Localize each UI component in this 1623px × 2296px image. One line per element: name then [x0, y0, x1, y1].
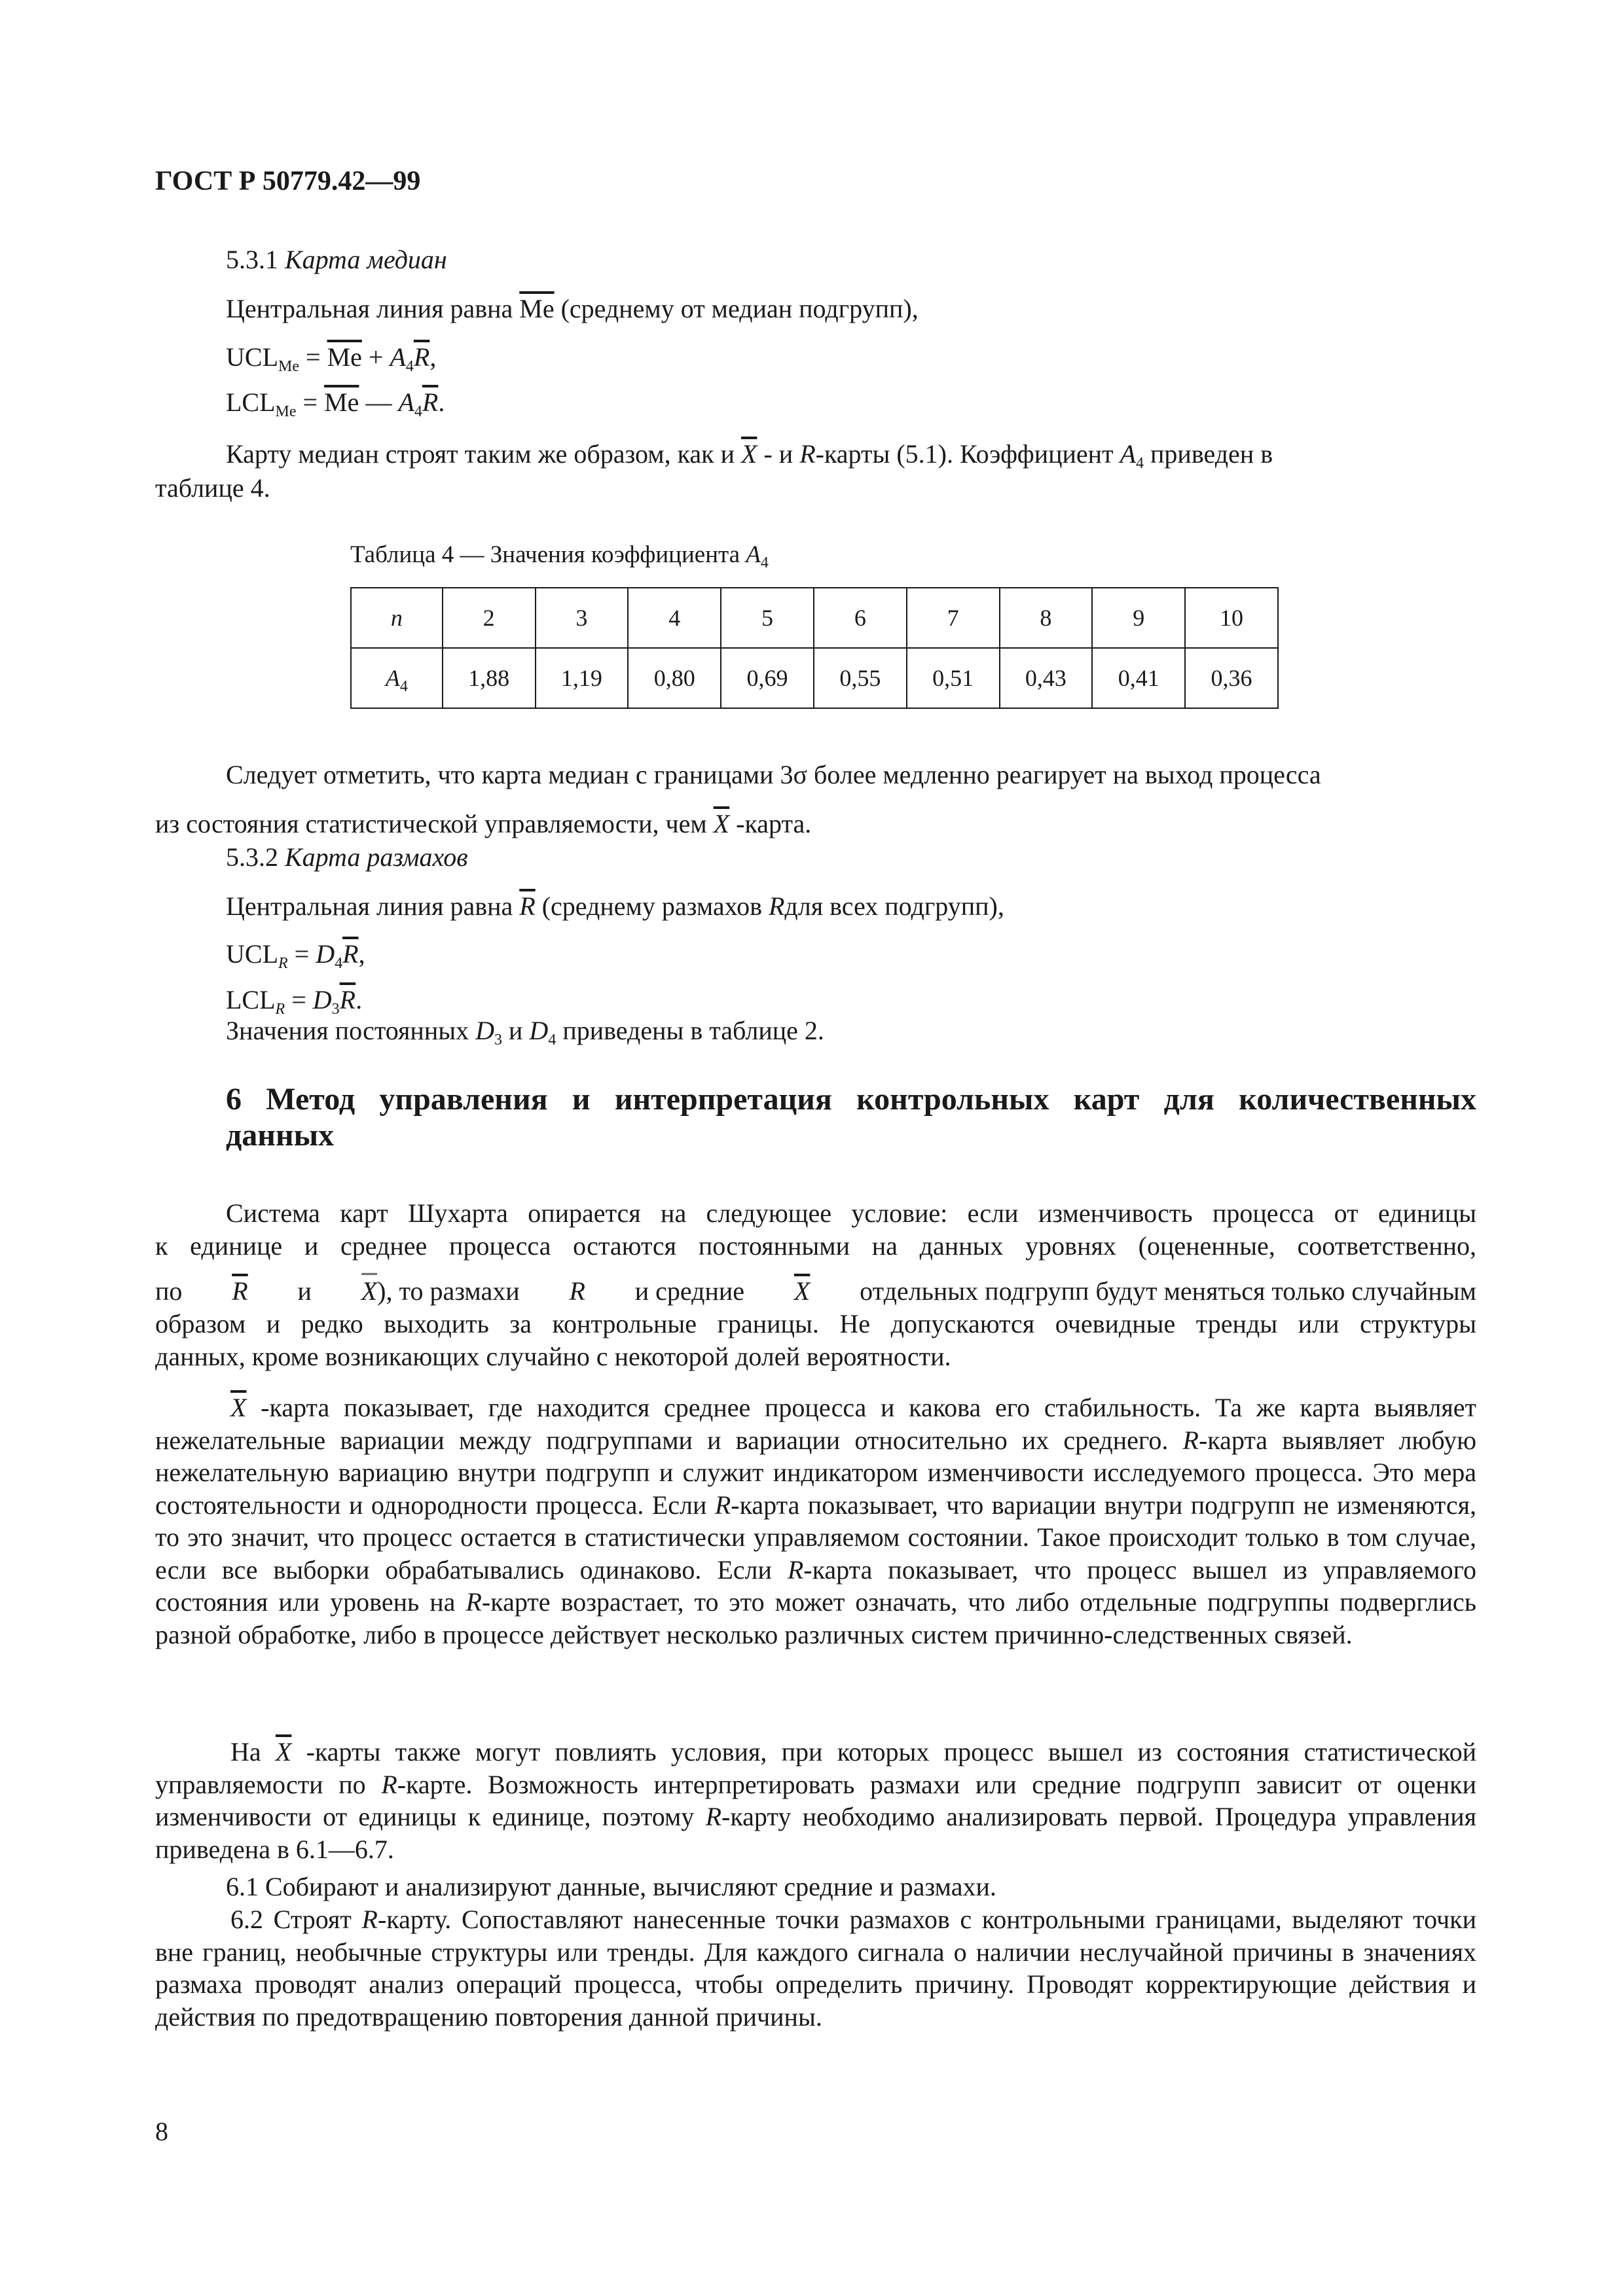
- page-number: 8: [155, 2117, 168, 2146]
- median-center-line: Центральная линия равна $\overline{Me}$ (среднему от медиан подгрупп),: [226, 294, 919, 323]
- median-chart-text-line1: Карту медиан строят таким же образом, как и $\overline{X}$ - и R-карты (5.1). Коэффициент $A_4$ приведен в: [226, 439, 1273, 472]
- paragraph-3: На $\overline{X}$ -карты также могут повлиять условия, при которых процесс вышел из состояния статистической управляемости по R-карте. Возможность интерпретировать размахи или средние подгрупп зависит от оценки изменчивости от единицы к единице, поэтому R-карту необходимо анализировать первой. Процедура управления приведена в 6.1—6.7.: [155, 1737, 1477, 1864]
- clause-6-1: 6.1 Собирают и анализируют данные, вычисляют средние и размахи.: [226, 1872, 996, 1901]
- me-bar-symbol: $\overline{Me}$: [519, 294, 555, 323]
- table-cell: 5: [721, 588, 814, 648]
- range-center-line: Центральная линия равна $\overline{R}$ (среднему размахов Rдля всех подгрупп),: [226, 891, 1004, 921]
- subsection-title: Карта медиан: [285, 245, 447, 274]
- document-code: ГОСТ Р 50779.42—99: [155, 166, 421, 196]
- table-cell: 0,51: [907, 648, 1000, 708]
- median-note-line1: Следует отметить, что карта медиан с границами 3σ более медленно реагирует на выход процесса: [226, 760, 1321, 789]
- clause-6-2: 6.2 Строят R-карту. Сопоставляют нанесенные точки размахов с контрольными границами, выделяют точки вне границ, необычные структуры или тренды. Для каждого сигнала о наличии неслучайной причины в значениях размаха проводят анализ операций процесса, чтобы определить причину. Проводят корректирующие действия и действия по предотвращению повторения данной причины.: [155, 1905, 1476, 2032]
- table-row-label: $A_4$: [351, 648, 443, 708]
- subsection-5-3-2-heading: 5.3.2 Карта размахов: [226, 842, 468, 872]
- subsection-5-3-1-heading: [226, 243, 447, 276]
- range-ucl-formula: $UCL_R = D_4\overline{R}$,: [226, 939, 365, 972]
- median-ucl-formula: $UCL_{Me} = \overline{Me} + A_4\overline{R}$,: [226, 342, 437, 375]
- table-4-caption: Таблица 4 — Значения коэффициента $A_4$: [350, 541, 769, 571]
- table-cell: 0,55: [814, 648, 907, 708]
- paragraph-1-line-5: данных, кроме возникающих случайно с некоторой долей вероятности.: [155, 1342, 951, 1371]
- section-6-heading-line2: данных: [226, 1118, 335, 1153]
- table-cell: 7: [907, 588, 1000, 648]
- table-4: [350, 587, 1279, 709]
- section-6-heading-line1: 6 Метод управления и интерпретация контрольных карт для количественных: [226, 1082, 1476, 1117]
- table-cell: 0,80: [628, 648, 721, 708]
- table-cell: 3: [536, 588, 629, 648]
- table-cell: 9: [1092, 588, 1185, 648]
- range-lcl-formula: $LCL_R = D_3\overline{R}$.: [226, 985, 363, 1018]
- table-cell: 0,69: [721, 648, 814, 708]
- table-cell: 0,41: [1092, 648, 1185, 708]
- table-cell: 8: [1000, 588, 1093, 648]
- table-row-a4: [351, 648, 1278, 708]
- table-cell: 0,36: [1185, 648, 1278, 708]
- table-cell: 1,19: [536, 648, 629, 708]
- table-cell: 6: [814, 588, 907, 648]
- subsection-number: 5.3.1: [226, 245, 278, 274]
- table-cell: 10: [1185, 588, 1278, 648]
- table-cell: 4: [628, 588, 721, 648]
- paragraph-1-line-4: образом и редко выходить за контрольные границы. Не допускаются очевидные тренды или структуры: [155, 1309, 1476, 1338]
- paragraph-2: $\overline{X}$ -карта показывает, где находится среднее процесса и какова его стабильность. Та же карта выявляет нежелательные вариации между подгруппами и вариации относительно их среднего. R-карта выявляет любую нежелательную вариацию внутри подгрупп и служит индикатором изменчивости исследуемого процесса. Это мера состоятельности и однородности процесса. Если R-карта показывает, что вариации внутри подгрупп не изменяются, то это значит, что процесс остается в статистически управляемом состоянии. Такое происходит только в том случае, если все выборки обрабатывались одинаково. Если R-карта показывает, что процесс вышел из управляемого состояния или уровень на R-карте возрастает, то это может означать, что либо отдельные подгруппы подверглись разной обработке, либо в процессе действует несколько различных систем причинно-следственных связей.: [155, 1393, 1477, 1649]
- median-chart-text-line2: таблице 4.: [155, 473, 270, 503]
- table-cell: 0,43: [1000, 648, 1093, 708]
- constants-line: Значения постоянных $D_3$ и $D_4$ приведены в таблице 2.: [226, 1016, 824, 1049]
- paragraph-1-line-1: Система карт Шухарта опирается на следующее условие: если изменчивость процесса от единицы: [226, 1198, 1476, 1228]
- median-lcl-formula: $LCL_{Me} = \overline{Me}$ — $A_4\overline{R}$.: [226, 387, 445, 420]
- table-cell: 1,88: [443, 648, 536, 708]
- table-header-row: [351, 588, 1278, 648]
- table-cell: 2: [443, 588, 536, 648]
- table-header-n: n: [351, 588, 443, 648]
- paragraph-1-line-2: к единице и среднее процесса остаются постоянными на данных уровнях (оцененные, соответственно,: [155, 1231, 1476, 1261]
- paragraph-1-line-3: по $\overline{R}$ и X), то размахи R и средние $\overline{X}$ отдельных подгрупп будут меняться только случайным: [155, 1275, 1476, 1308]
- median-note-line2: из состояния статистической управляемости, чем $\overline{X}$ -карта.: [155, 809, 812, 838]
